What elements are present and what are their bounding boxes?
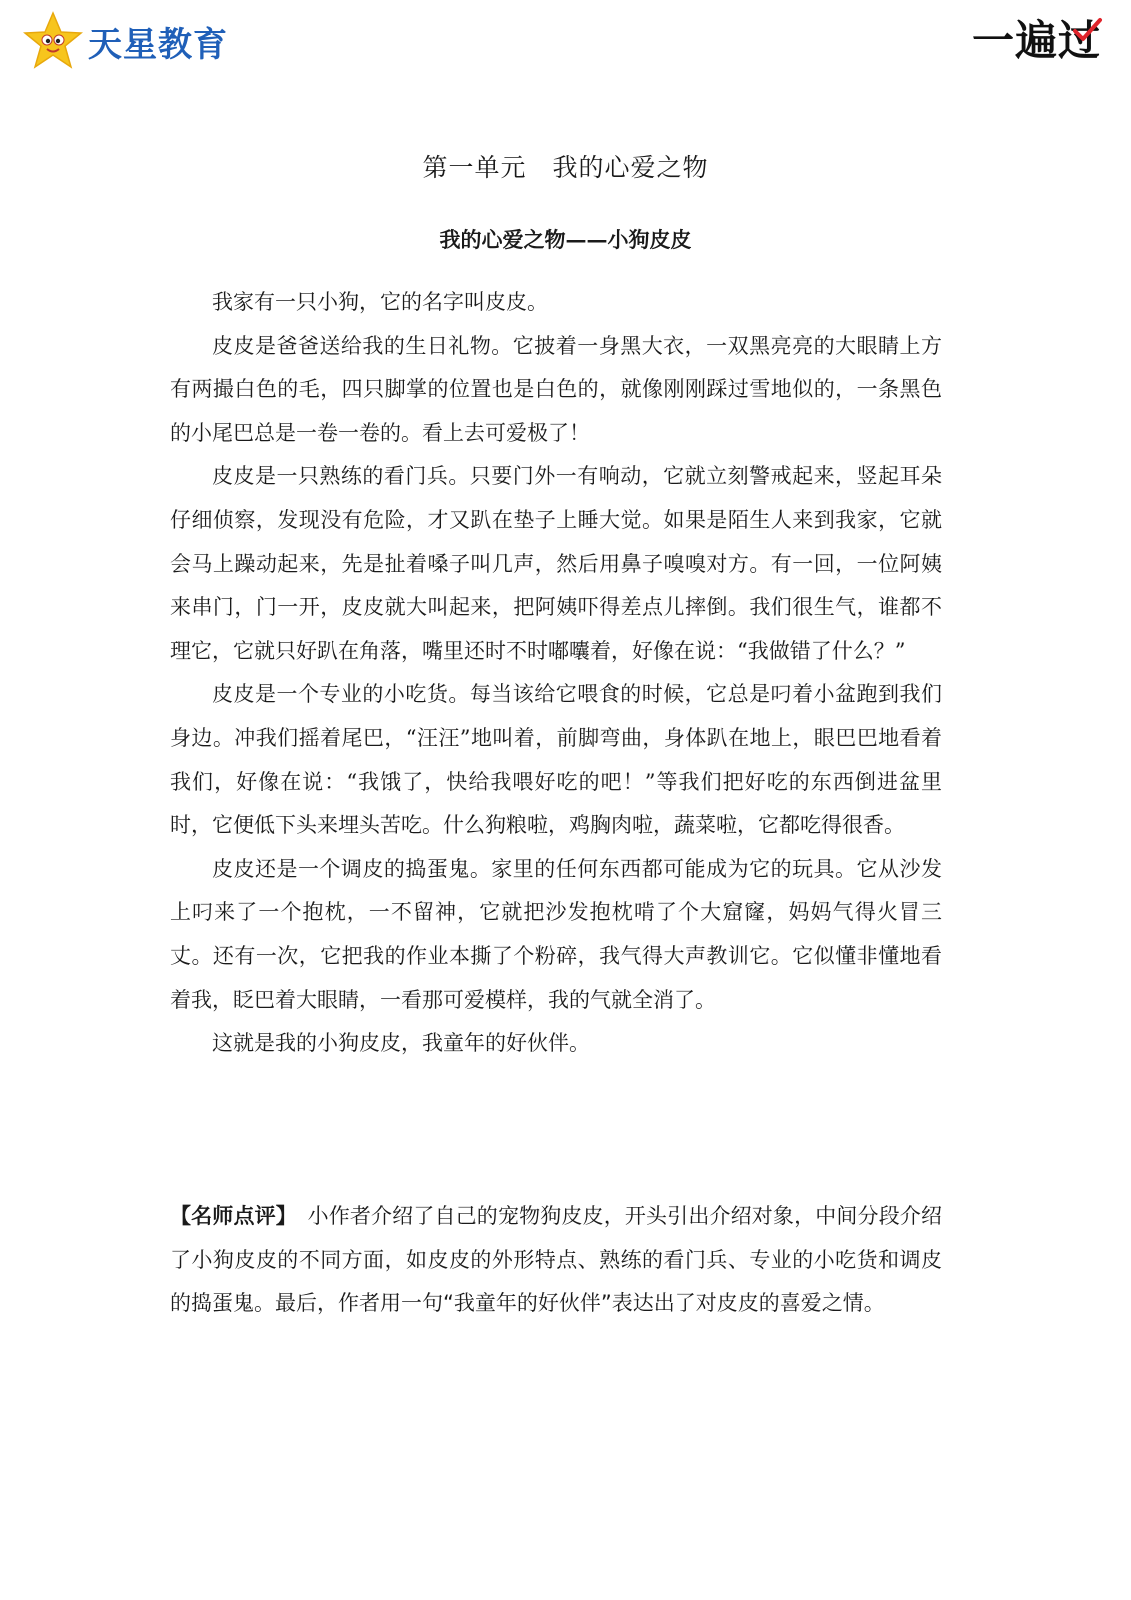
- teacher-review: [170, 1195, 942, 1326]
- unit-title: 第一单元 我的心爱之物: [422, 153, 709, 182]
- essay-paragraph: 皮皮还是一个调皮的捣蛋鬼。家里的任何东西都可能成为它的玩具。它从沙发上叼来了一个抱枕，一不留神，它就把沙发抱枕啃了个大窟窿，妈妈气得火冒三丈。还有一次，它把我的作业本撕了个粉碎，我气得大声教训它。它似懂非懂地看着我，眨巴着大眼睛，一看那可爱模样，我的气就全消了。: [170, 856, 942, 1012]
- essay-paragraph: 我家有一只小狗，它的名字叫皮皮。: [212, 290, 548, 314]
- series-label: 一遍过: [971, 16, 1101, 65]
- essay-paragraph: 皮皮是一只熟练的看门兵。只要门外一有响动，它就立刻警戒起来，竖起耳朵仔细侦察，发现没有危险，才又趴在垫子上睡大觉。如果是陌生人来到我家，它就会马上躁动起来，先是扯着嗓子叫几声，然后用鼻子嗅嗅对方。有一回，一位阿姨来串门，门一开，皮皮就大叫起来，把阿姨吓得差点儿摔倒。我们很生气，谁都不理它，它就只好趴在角落，嘴里还时不时嘟囔着，好像在说：“我做错了什么？”: [170, 464, 942, 663]
- star-mascot-icon: [22, 10, 84, 72]
- brand-logo: [22, 10, 228, 72]
- essay-paragraph: 皮皮是爸爸送给我的生日礼物。它披着一身黑大衣，一双黑亮亮的大眼睛上方有两撮白色的毛，四只脚掌的位置也是白色的，就像刚刚踩过雪地似的，一条黑色的小尾巴总是一卷一卷的。看上去可爱极了！: [170, 333, 942, 445]
- essay-paragraph: 这就是我的小狗皮皮，我童年的好伙伴。: [212, 1031, 590, 1056]
- brand-name: 天星教育: [88, 24, 228, 65]
- essay-body: [170, 281, 942, 1066]
- check-icon: [1071, 16, 1103, 44]
- essay-title: 我的心爱之物——小狗皮皮: [439, 227, 692, 252]
- essay-paragraph: 皮皮是一个专业的小吃货。每当该给它喂食的时候，它总是叼着小盆跑到我们身边。冲我们摇着尾巴，“汪汪”地叫着，前脚弯曲，身体趴在地上，眼巴巴地看着我们，好像在说：“我饿了，快给我喂好吃的吧！”等我们把好吃的东西倒进盆里时，它便低下头来埋头苦吃。什么狗粮啦，鸡胸肉啦，蔬菜啦，它都吃得很香。: [170, 682, 942, 838]
- review-text: 小作者介绍了自己的宠物狗皮皮，开头引出介绍对象，中间分段介绍了小狗皮皮的不同方面，如皮皮的外形特点、熟练的看门兵、专业的小吃货和调皮的捣蛋鬼。最后，作者用一句“我童年的好伙伴”表达出了对皮皮的喜爱之情。: [170, 1204, 943, 1316]
- review-label: 【名师点评】: [170, 1204, 287, 1228]
